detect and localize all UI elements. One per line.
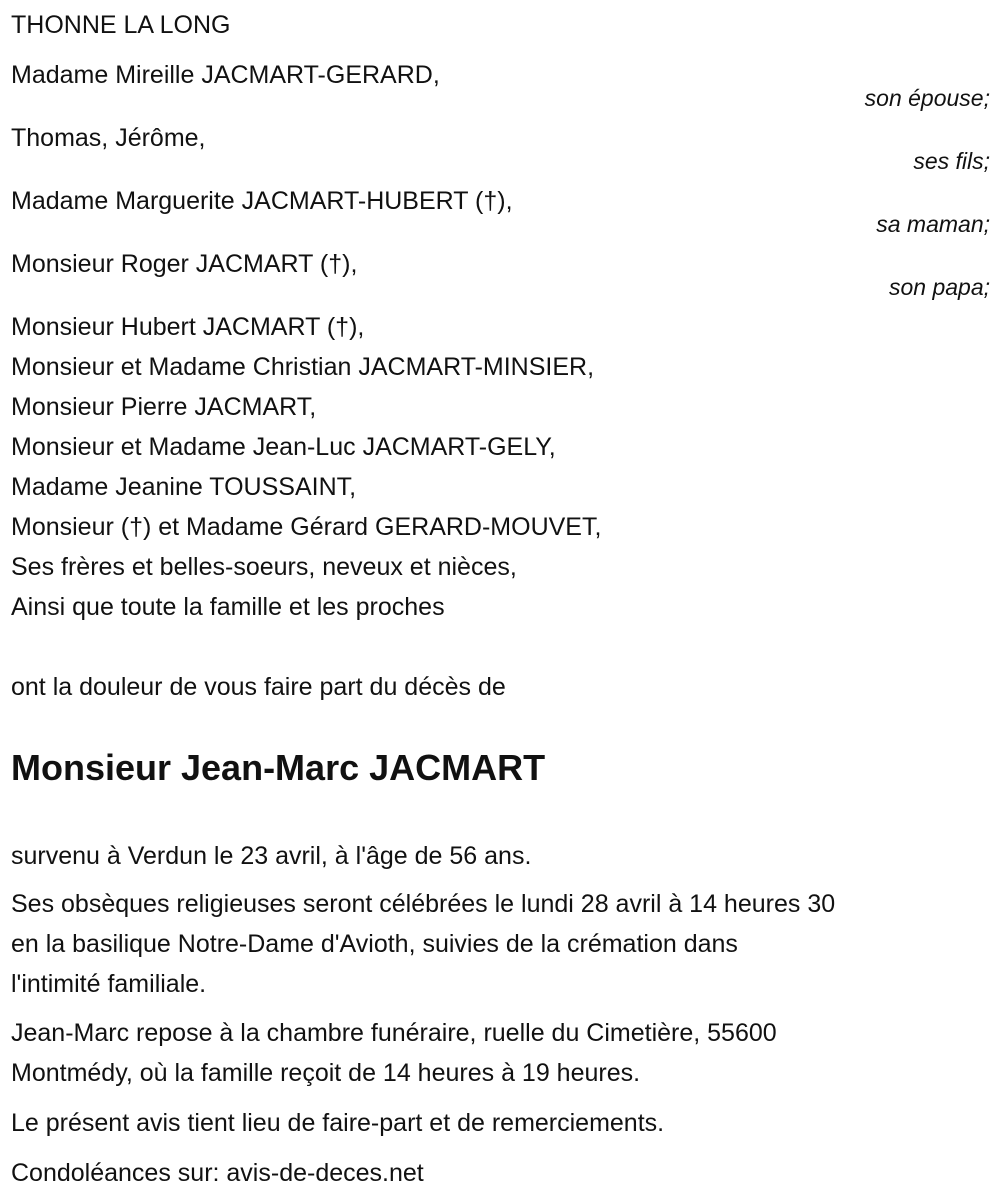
family-name: Madame Mireille JACMART-GERARD, <box>11 61 440 89</box>
relative-line: Ainsi que toute la famille et les proches <box>11 593 445 621</box>
deceased-name: Monsieur Jean-Marc JACMART <box>11 747 546 788</box>
family-name: Monsieur Roger JACMART (†), <box>11 250 358 278</box>
family-name: Thomas, Jérôme, <box>11 124 206 152</box>
condolences-link[interactable]: Condoléances sur: avis-de-deces.net <box>11 1159 424 1187</box>
funeral-line: l'intimité familiale. <box>11 970 207 998</box>
relative-line: Ses frères et belles-soeurs, neveux et nièces, <box>11 553 517 581</box>
funeral-line: Ses obsèques religieuses seront célébrées le lundi 28 avril à 14 heures 30 <box>11 890 836 918</box>
relative-line: Monsieur et Madame Christian JACMART-MINSIER, <box>11 353 595 381</box>
relative-line: Madame Jeanine TOUSSAINT, <box>11 473 357 501</box>
family-name: Madame Marguerite JACMART-HUBERT (†), <box>11 187 513 215</box>
family-relation: ses fils; <box>913 148 990 174</box>
family-relation: son papa; <box>888 274 990 300</box>
family-relation: sa maman; <box>876 211 990 237</box>
location: THONNE LA LONG <box>11 11 231 39</box>
relative-line: Monsieur et Madame Jean-Luc JACMART-GELY, <box>11 433 556 461</box>
relative-line: Monsieur Hubert JACMART (†), <box>11 313 365 341</box>
family-relation: son épouse; <box>864 85 990 111</box>
death-info: survenu à Verdun le 23 avril, à l'âge de 56 ans. <box>11 842 532 870</box>
rest-line: Jean-Marc repose à la chambre funéraire, ruelle du Cimetière, 55600 <box>11 1019 777 1047</box>
funeral-line: en la basilique Notre-Dame d'Avioth, suivies de la crémation dans <box>11 930 738 958</box>
notice: Le présent avis tient lieu de faire-part et de remerciements. <box>11 1109 665 1137</box>
relative-line: Monsieur (†) et Madame Gérard GERARD-MOUVET, <box>11 513 602 541</box>
rest-line: Montmédy, où la famille reçoit de 14 heures à 19 heures. <box>11 1059 641 1087</box>
relative-line: Monsieur Pierre JACMART, <box>11 393 317 421</box>
announcement: ont la douleur de vous faire part du décès de <box>11 673 506 701</box>
